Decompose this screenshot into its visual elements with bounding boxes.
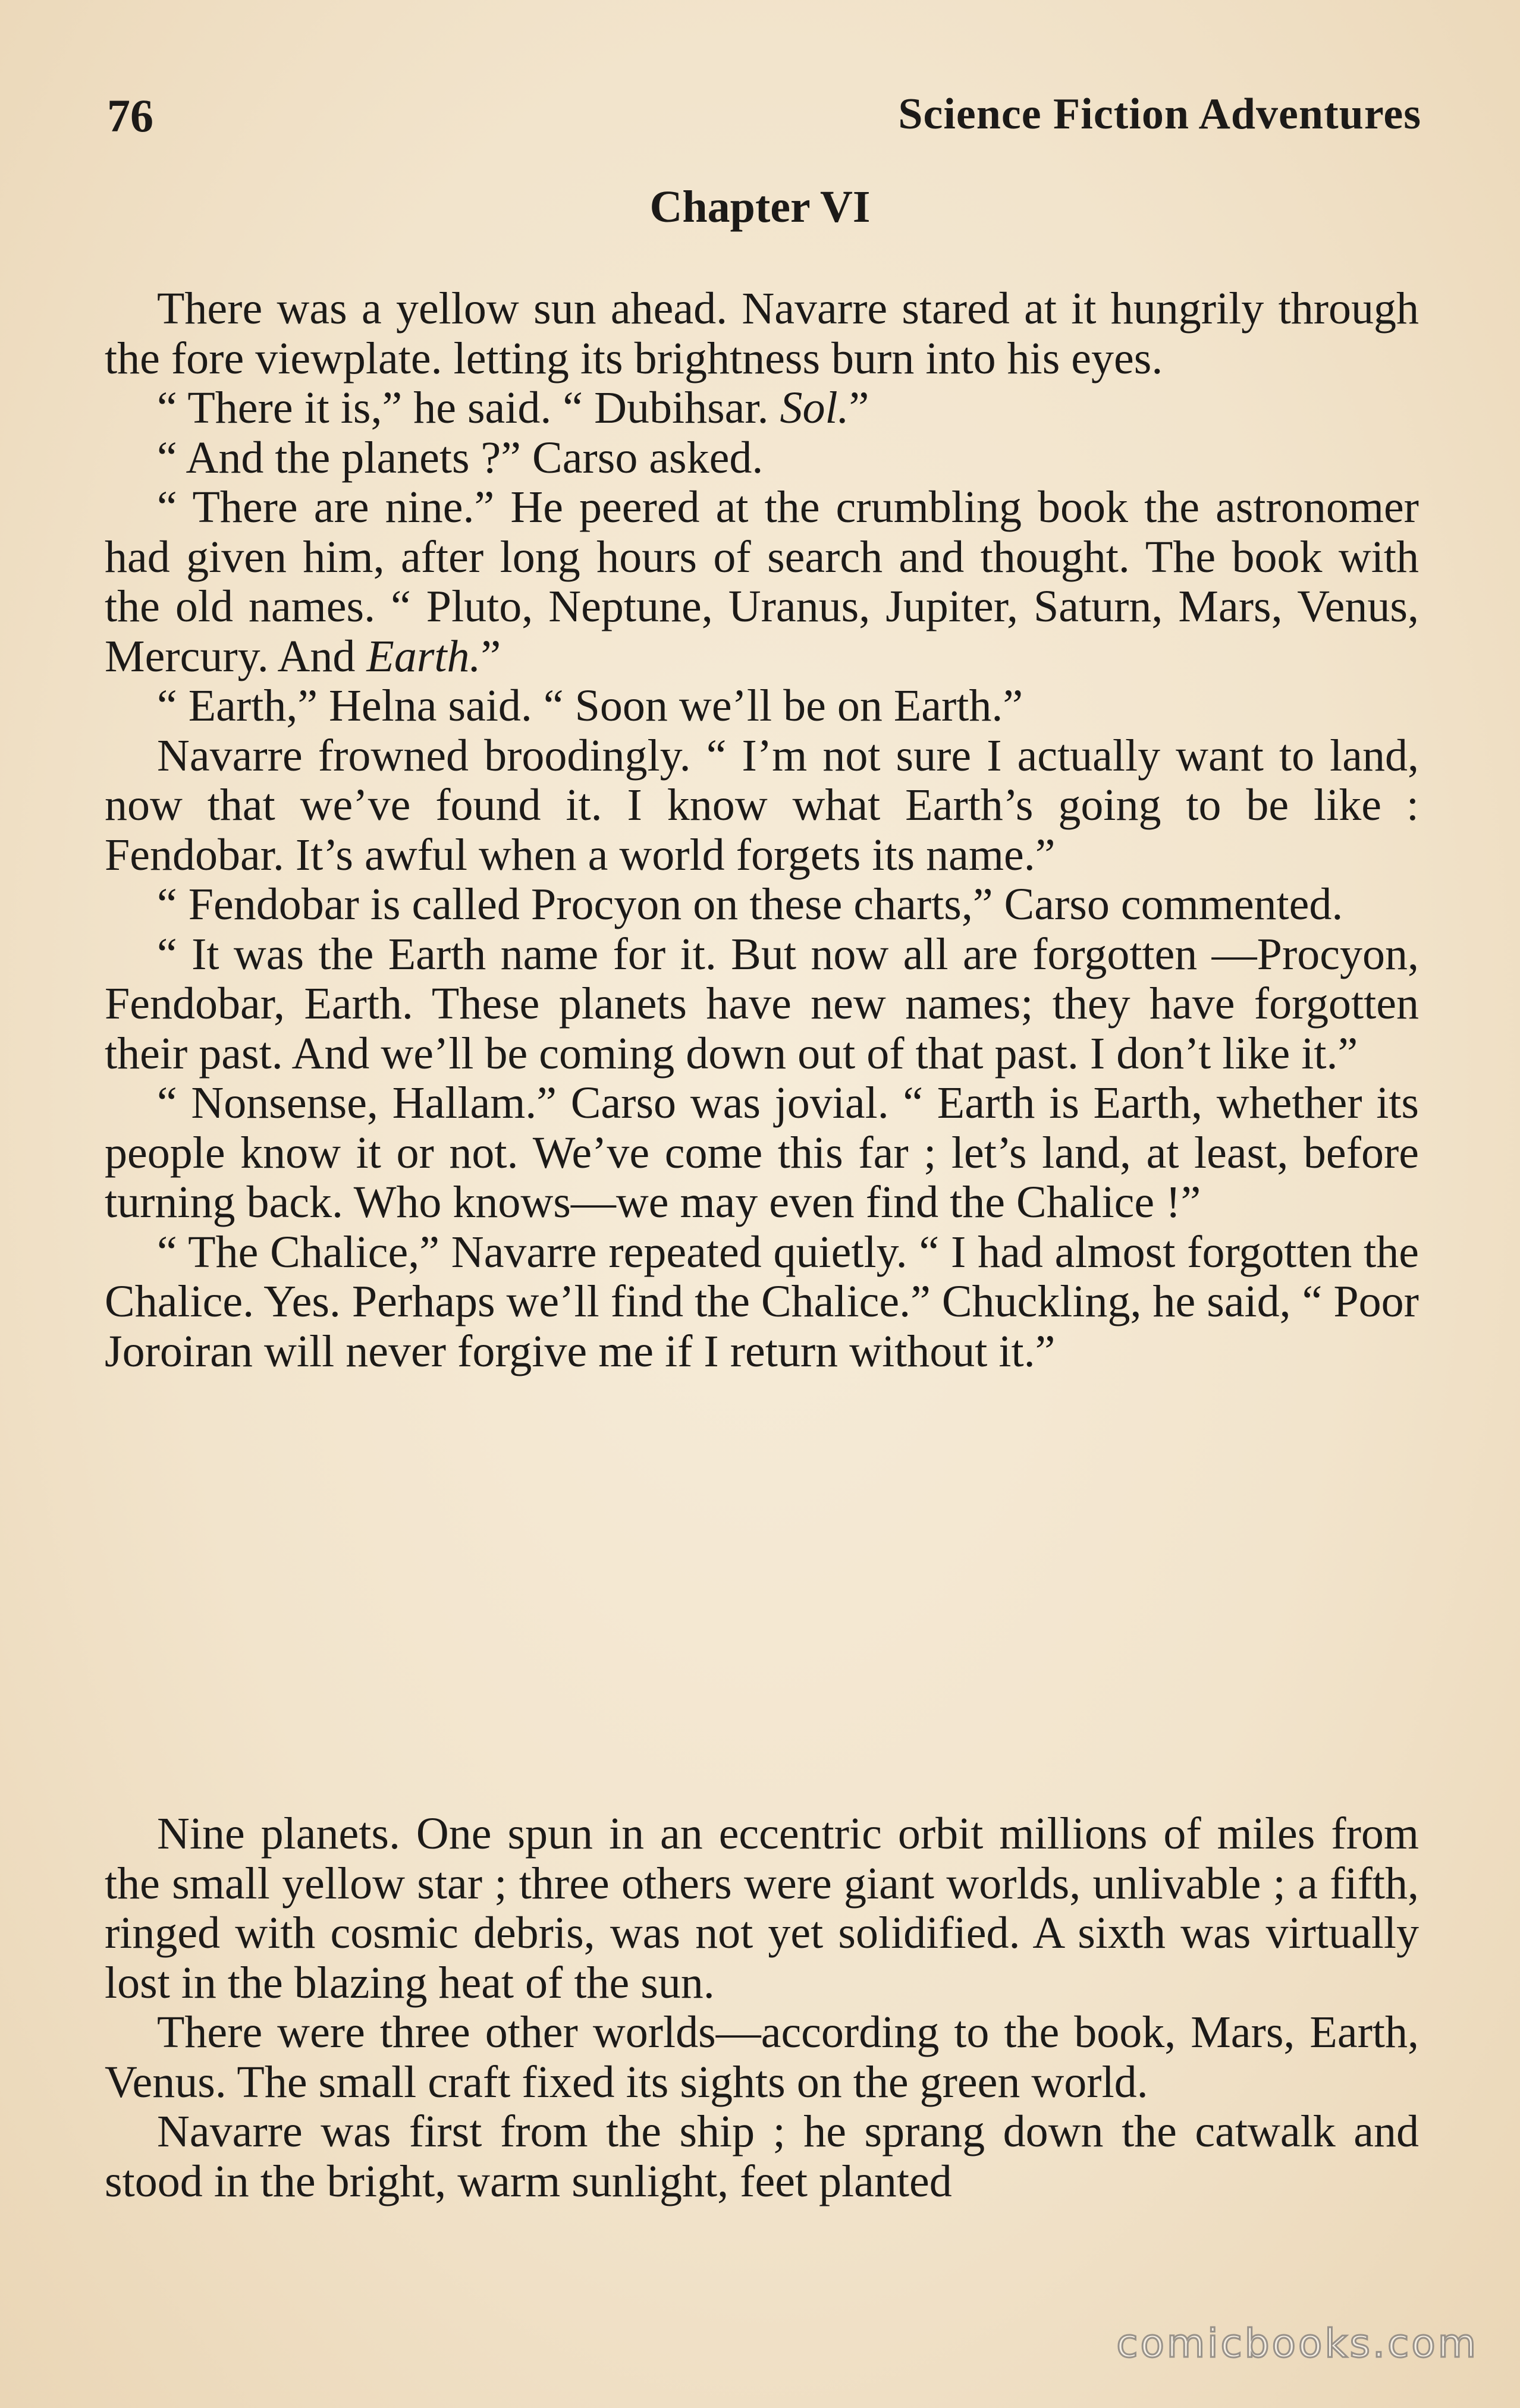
- paragraph-text: “ There are nine.” He peered at the crumbling book the astronomer had given him, after long hours of search and thought. The book with the old names. “ Pluto, Neptune, Uranus, Jupiter, Saturn, Mars, Venus, Mercury. And: [105, 482, 1419, 681]
- paragraph: “ And the planets ?” Carso asked.: [157, 432, 764, 483]
- italic-text: Earth.: [366, 631, 481, 681]
- paragraph: “ Earth,” Helna said. “ Soon we’ll be on Earth.”: [157, 681, 1023, 731]
- closing-quote: ”: [481, 631, 501, 681]
- paragraph: “ It was the Earth name for it. But now all are forgotten —Procyon, Fendobar, Earth. These planets have new names; they have forgotten their past. And we’ll be coming down out of that past. I don’t like it.”: [105, 929, 1419, 1079]
- chapter-text-section-1: [105, 284, 1419, 1376]
- paragraph: “ Nonsense, Hallam.” Carso was jovial. “ Earth is Earth, whether its people know it or not. We’ve come this far ; let’s land, at least, before turning back. Who knows—we may even find the Chalice !”: [105, 1078, 1419, 1227]
- paragraph: [105, 383, 1419, 433]
- paragraph: “ Fendobar is called Procyon on these charts,” Carso commented.: [157, 879, 1343, 929]
- watermark: comicbooks.com: [1116, 2321, 1478, 2366]
- running-title: Science Fiction Adventures: [898, 90, 1421, 139]
- paragraph: There was a yellow sun ahead. Navarre stared at it hungrily through the fore viewplate. letting its brightness burn into his eyes.: [105, 284, 1419, 383]
- chapter-text-section-2: [105, 1809, 1419, 2206]
- paragraph-text: “ There it is,” he said. “ Dubihsar.: [157, 383, 780, 433]
- paragraph: [105, 483, 1419, 681]
- page-number: 76: [107, 90, 153, 142]
- closing-quote: ”: [849, 383, 869, 433]
- paragraph: Navarre frowned broodingly. “ I’m not sure I actually want to land, now that we’ve found it. I know what Earth’s going to be like : Fendobar. It’s awful when a world forgets its name.”: [105, 730, 1419, 880]
- paragraph: Nine planets. One spun in an eccentric orbit millions of miles from the small yellow star ; three others were giant worlds, unlivable ; a fifth, ringed with cosmic debris, was not yet solidified. A sixth was virtually lost in the blazing heat of the sun.: [105, 1809, 1419, 2008]
- chapter-title: Chapter VI: [649, 182, 871, 232]
- paragraph: Navarre was first from the ship ; he sprang down the catwalk and stood in the bright, warm sunlight, feet planted: [105, 2107, 1419, 2206]
- italic-text: Sol.: [780, 383, 849, 433]
- page-header: [107, 89, 1421, 155]
- paragraph: There were three other worlds—according to the book, Mars, Earth, Venus. The small craft fixed its sights on the green world.: [105, 2007, 1419, 2107]
- paragraph: “ The Chalice,” Navarre repeated quietly. “ I had almost forgotten the Chalice. Yes. Perhaps we’ll find the Chalice.” Chuckling, he said, “ Poor Joroiran will never forgive me if I return without it.”: [105, 1227, 1419, 1376]
